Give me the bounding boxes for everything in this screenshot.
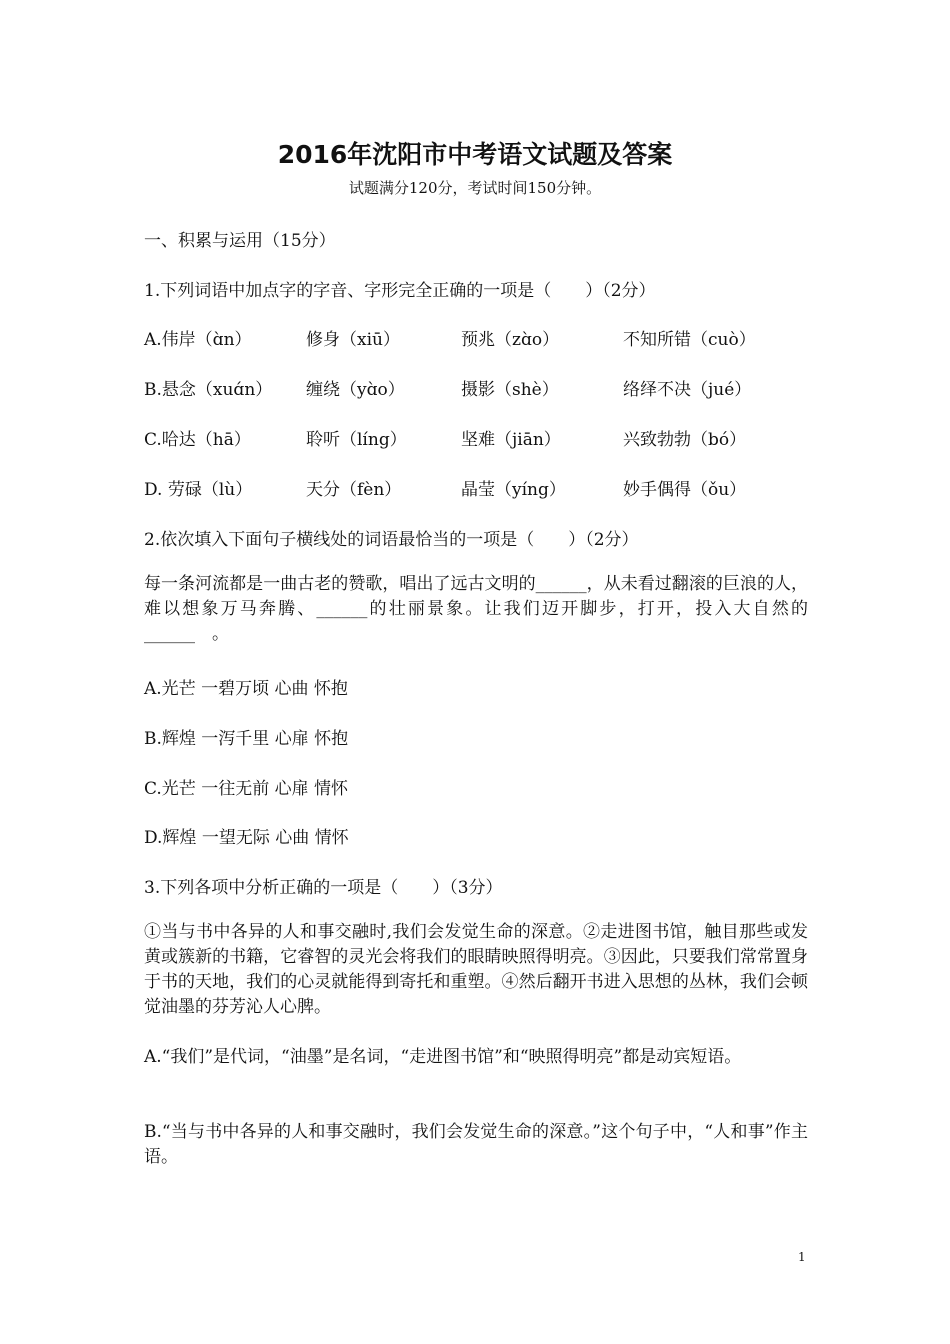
q1-option-b-word-3: 摄影（shè） (461, 380, 559, 400)
q1-option-c-word-2: 聆听（líng） (306, 430, 407, 450)
question-2-stem: 2.依次填入下面句子横线处的词语最恰当的一项是（ ）（2分） (144, 530, 639, 550)
question-3-passage: ①当与书中各异的人和事交融时,我们会发觉生命的深意。②走进图书馆，触目那些或发黄或簇新的书籍，它睿智的灵光会将我们的眼睛映照得明亮。③因此，只要我们常常置身于书的天地，我们的心灵就能得到寄托和重塑。④然后翻开书进入思想的丛林，我们会顿觉油墨的芬芳沁人心脾。 (144, 922, 808, 1017)
q2-option-d: D.辉煌 一望无际 心曲 情怀 (144, 828, 349, 848)
question-1-stem: 1.下列词语中加点字的字音、字形完全正确的一项是（ ）（2分） (144, 281, 656, 301)
q1-option-b-word-4: 络绎不决（jué） (623, 380, 752, 400)
q2-option-c: C.光芒 一往无前 心扉 情怀 (144, 779, 349, 799)
exam-info: 试题满分120分，考试时间150分钟。 (348, 179, 602, 197)
q1-option-a-word-3: 预兆（zɑ̀o） (461, 330, 560, 350)
question-3-stem: 3.下列各项中分析正确的一项是（ ）（3分） (144, 878, 503, 898)
document-title: 2016年沈阳市中考语文试题及答案 (277, 140, 673, 169)
q2-option-b: B.辉煌 一泻千里 心扉 怀抱 (144, 729, 349, 749)
q1-option-d-word-1: D. 劳碌（lù） (144, 480, 253, 500)
q1-option-c-word-1: C.哈达（hā） (144, 430, 251, 450)
q1-option-c-word-4: 兴致勃勃（bó） (623, 430, 747, 450)
q2-option-a: A.光芒 一碧万顷 心曲 怀抱 (144, 679, 348, 699)
q3-option-b: B.“当与书中各异的人和事交融时，我们会发觉生命的深意。”这个句子中，“人和事”作主语。 (144, 1122, 808, 1167)
question-2-passage: 每一条河流都是一曲古老的赞歌，唱出了远古文明的______，从未看过翻滚的巨浪的人，难以想象万马奔腾、______的壮丽景象。让我们迈开脚步，打开，投入大自然的______ 。 (144, 574, 808, 644)
page-number: 1 (798, 1250, 806, 1264)
q1-option-b-word-1: B.悬念（xuɑ́n） (144, 380, 273, 400)
q1-option-d-word-2: 天分（fèn） (306, 480, 402, 500)
section-heading: 一、积累与运用（15分） (144, 231, 336, 251)
q1-option-d-word-3: 晶莹（yíng） (461, 480, 566, 500)
q1-option-d-word-4: 妙手偶得（ǒu） (623, 480, 747, 500)
q3-option-a: A.“我们”是代词，“油墨”是名词，“走进图书馆”和“映照得明亮”都是动宾短语。 (144, 1047, 742, 1067)
q1-option-b-word-2: 缠绕（yɑ̀o） (306, 380, 405, 400)
q1-option-a-word-2: 修身（xiū） (306, 330, 400, 350)
q1-option-a-word-4: 不知所错（cuò） (623, 330, 756, 350)
q1-option-a-word-1: A.伟岸（ɑ̀n） (144, 330, 252, 350)
q1-option-c-word-3: 坚难（jiān） (461, 430, 561, 450)
